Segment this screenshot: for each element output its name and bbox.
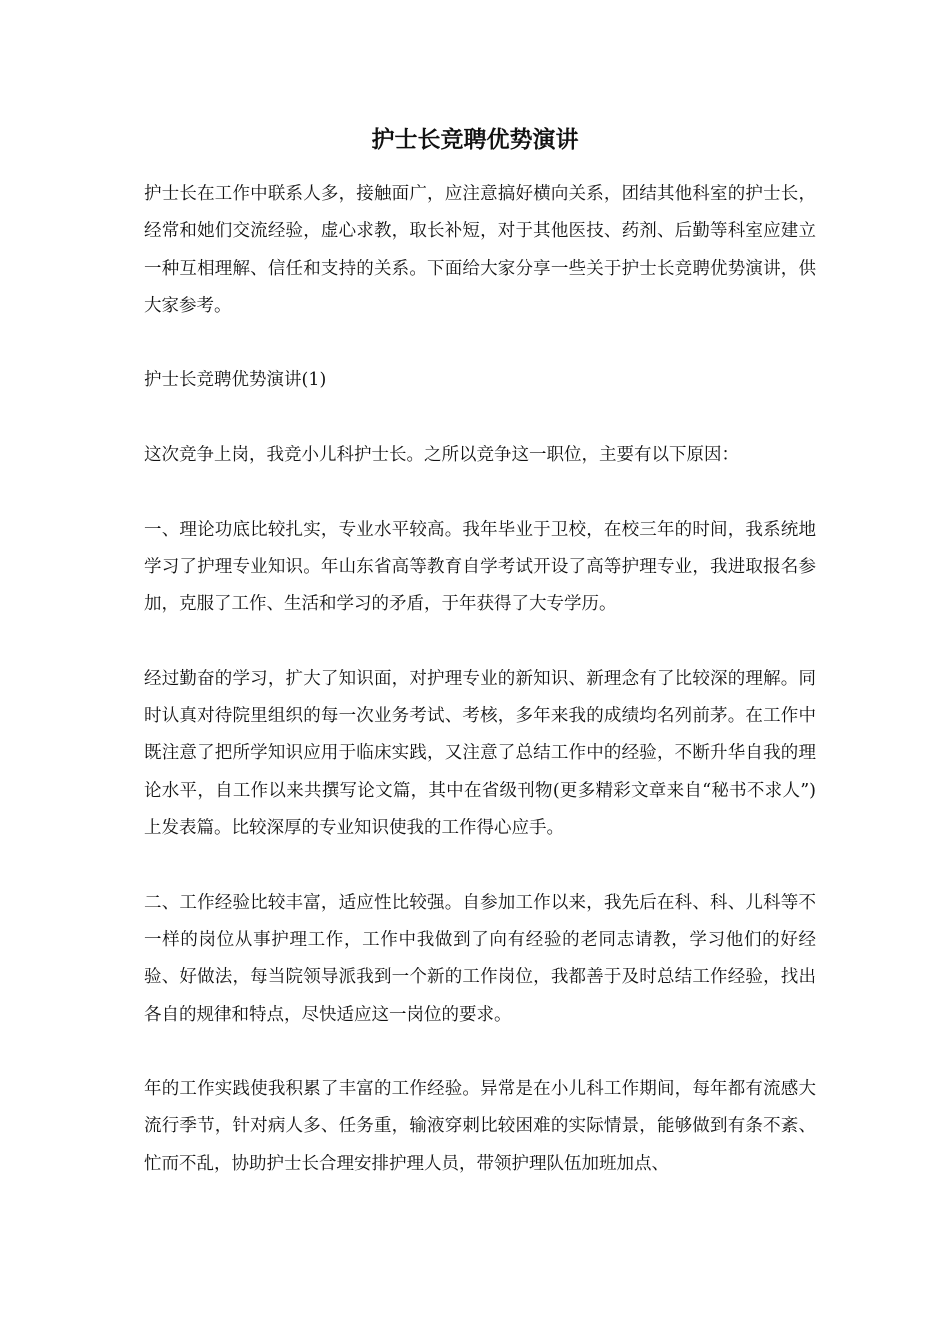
- paragraph-study: 经过勤奋的学习，扩大了知识面，对护理专业的新知识、新理念有了比较深的理解。同时认真对待院里组织的每一次业务考试、考核，多年来我的成绩均名列前茅。在工作中既注意了把所学知识应用于临床实践，又注意了总结工作中的经验，不断升华自我的理论水平，自工作以来共撰写论文篇，其中在省级刊物(更多精彩文章来自“秘书不求人”)上发表篇。比较深厚的专业知识使我的工作得心应手。: [144, 668, 816, 839]
- paragraph-point-one: 一、理论功底比较扎实，专业水平较高。我年毕业于卫校，在校三年的时间，我系统地学习了护理专业知识。年山东省高等教育自学考试开设了高等护理专业，我进取报名参加，克服了工作、生活和学习的矛盾，于年获得了大专学历。: [144, 519, 816, 615]
- section-heading: 护士长竞聘优势演讲(1): [144, 370, 327, 391]
- paragraph-point-two: 二、工作经验比较丰富，适应性比较强。自参加工作以来，我先后在科、科、儿科等不一样的岗位从事护理工作，工作中我做到了向有经验的老同志请教，学习他们的好经验、好做法，每当院领导派我到一个新的工作岗位，我都善于及时总结工作经验，找出各自的规律和特点，尽快适应这一岗位的要求。: [144, 892, 816, 1025]
- paragraph-experience: 年的工作实践使我积累了丰富的工作经验。异常是在小儿科工作期间，每年都有流感大流行季节，针对病人多、任务重，输液穿刺比较困难的实际情景，能够做到有条不紊、忙而不乱，协助护士长合理安排护理人员，带领护理队伍加班加点、: [144, 1079, 816, 1174]
- paragraph-intro: 护士长在工作中联系人多，接触面广，应注意搞好横向关系，团结其他科室的护士长，经常和她们交流经验，虚心求教，取长补短，对于其他医技、药剂、后勤等科室应建立一种互相理解、信任和支持的关系。下面给大家分享一些关于护士长竞聘优势演讲，供大家参考。: [144, 184, 816, 316]
- document-body: [144, 176, 816, 1220]
- document-title: 护士长竞聘优势演讲: [371, 126, 579, 153]
- paragraph-opening: 这次竞争上岗，我竞小儿科护士长。之所以竞争这一职位，主要有以下原因：: [144, 445, 739, 466]
